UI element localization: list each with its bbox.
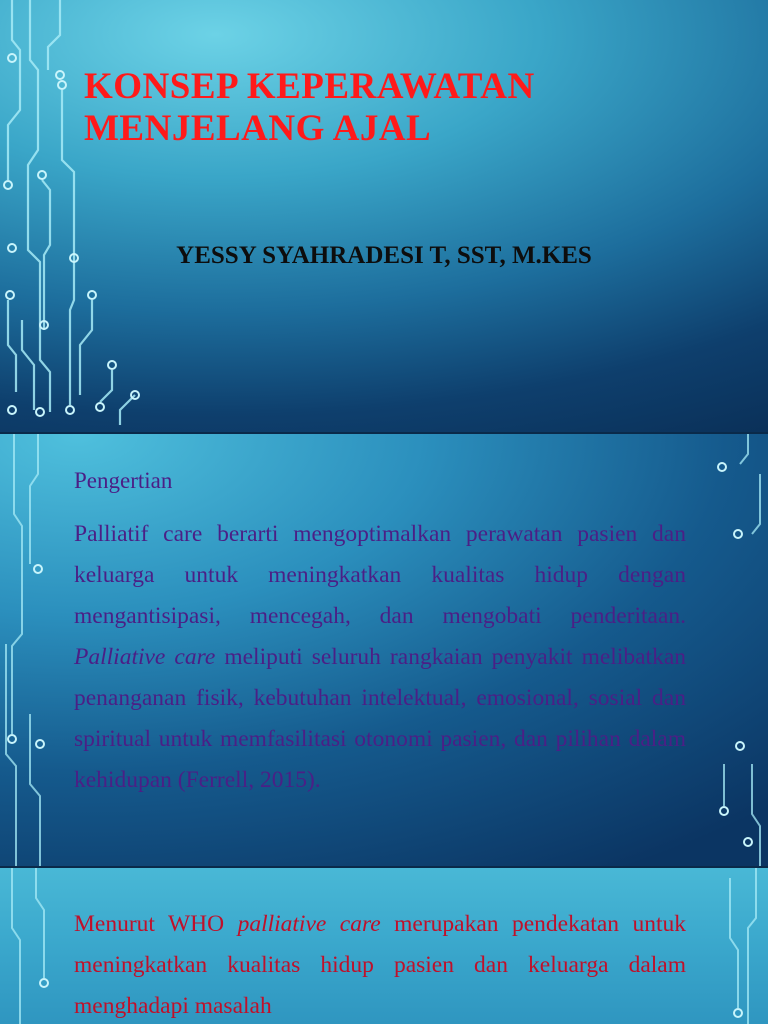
who-paragraph bbox=[74, 904, 686, 1024]
paragraph-text: Palliatif care berarti mengoptimalkan perawatan pasien dan keluarga untuk meningkatkan kualitas hidup dengan mengantisipasi, mencegah, dan mengobati penderitaan. bbox=[74, 521, 686, 629]
author-name: YESSY SYAHRADESI T, SST, M.KES bbox=[176, 242, 592, 269]
definition-paragraph bbox=[74, 514, 686, 801]
paragraph-text: merupakan pendekatan untuk meningkatkan kualitas hidup pasien dan keluarga dalam menghadapi masalah bbox=[74, 911, 686, 1019]
title-slide bbox=[0, 0, 768, 432]
paragraph-italic-term: Palliative care bbox=[74, 644, 216, 670]
who-definition-slide bbox=[0, 868, 768, 1024]
circuit-board-decoration-icon bbox=[0, 0, 160, 432]
section-heading: Pengertian bbox=[74, 468, 173, 493]
presentation-title bbox=[84, 66, 535, 150]
definition-slide bbox=[0, 434, 768, 866]
paragraph-text: Menurut WHO bbox=[74, 911, 238, 937]
title-line-1: KONSEP KEPERAWATAN bbox=[84, 66, 535, 107]
paragraph-italic-term: palliative care bbox=[237, 911, 381, 937]
title-line-2: MENJELANG AJAL bbox=[84, 108, 432, 149]
paragraph-text: meliputi seluruh rangkaian penyakit melibatkan penanganan fisik, kebutuhan intelektual, emosional, sosial dan spiritual untuk memfasilitasi otonomi pasien, dan pilihan dalam kehidupan (Ferrell, 2015). bbox=[74, 644, 686, 793]
